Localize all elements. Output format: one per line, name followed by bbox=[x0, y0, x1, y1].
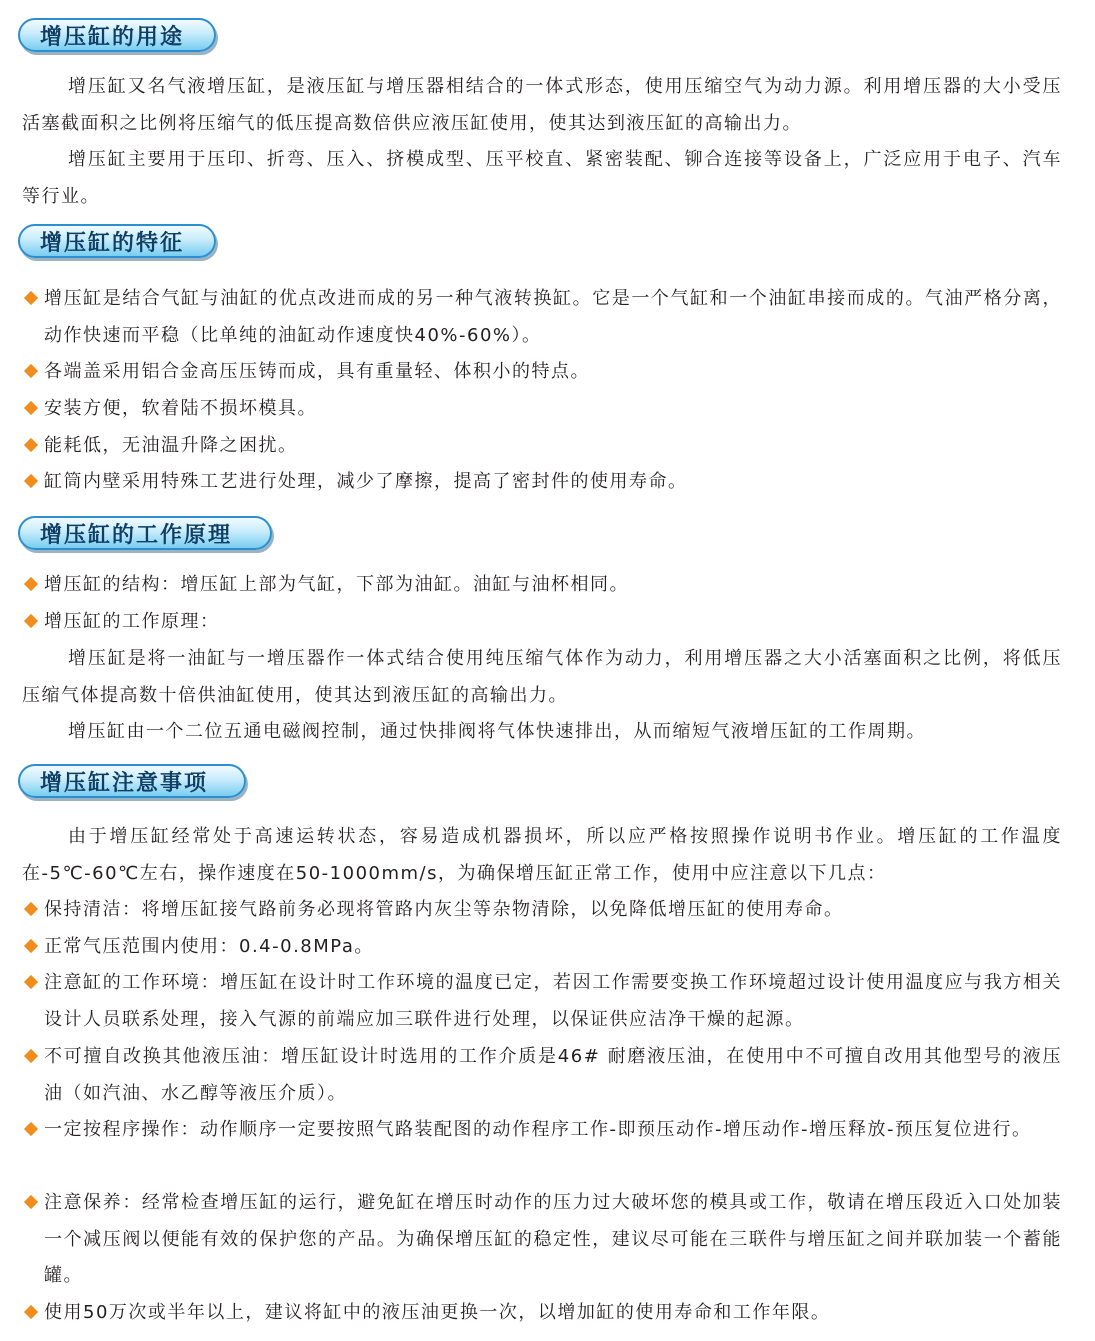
precaution-bullet-text: 正常气压范围内使用：0.4-0.8MPa。 bbox=[44, 936, 374, 957]
principle-bullet-text: 增压缸的结构：增压缸上部为气缸，下部为油缸。油缸与油杯相同。 bbox=[44, 574, 629, 595]
feature-bullet-1 bbox=[22, 281, 1062, 354]
principle-paragraph-2: 增压缸由一个二位五通电磁阀控制，通过快排阀将气体快速排出，从而缩短气液增压缸的工作周期。 bbox=[68, 721, 926, 742]
precaution-bullet-text: 保持清洁：将增压缸接气路前务必现将管路内灰尘等杂物清除，以免降低增压缸的使用寿命。 bbox=[44, 899, 844, 920]
diamond-bullet-icon bbox=[24, 1122, 38, 1136]
precaution-bullet-6 bbox=[22, 1185, 1062, 1295]
precaution-bullet-text: 注意保养：经常检查增压缸的运行，避免缸在增压时动作的压力过大破坏您的模具或工作，敬请在增压段近入口处加装一个减压阀以便能有效的保护您的产品。为确保增压缸的稳定性，建议尽可能在三联件与增压缸之间并联加装一个蓄能罐。 bbox=[44, 1192, 1062, 1287]
section-heading-principle: 增压缸的工作原理 bbox=[18, 516, 272, 550]
precautions-intro: 由于增压缸经常处于高速运转状态，容易造成机器损坏，所以应严格按照操作说明书作业。增压缸的工作温度在-5℃-60℃左右，操作速度在50-1000mm/s，为确保增压缸正常工作，使用中应注意以下几点： bbox=[22, 826, 1062, 884]
section-heading-precautions: 增压缸注意事项 bbox=[18, 764, 246, 798]
feature-bullet-text: 增压缸是结合气缸与油缸的优点改进而成的另一种气液转换缸。它是一个气缸和一个油缸串接而成的。气油严格分离，动作快速而平稳（比单纯的油缸动作速度快40%-60%）。 bbox=[44, 288, 1062, 346]
diamond-bullet-icon bbox=[24, 577, 38, 591]
diamond-bullet-icon bbox=[24, 1195, 38, 1209]
diamond-bullet-icon bbox=[24, 401, 38, 415]
diamond-bullet-icon bbox=[24, 438, 38, 452]
feature-bullet-text: 各端盖采用铝合金高压压铸而成，具有重量轻、体积小的特点。 bbox=[44, 361, 590, 382]
usage-paragraph-1: 增压缸又名气液增压缸，是液压缸与增压器相结合的一体式形态，使用压缩空气为动力源。利用增压器的大小受压活塞截面积之比例将压缩气的低压提高数倍供应液压缸使用，使其达到液压缸的高输出力。 bbox=[22, 76, 1062, 134]
usage-paragraph-2: 增压缸主要用于压印、折弯、压入、挤模成型、压平校直、紧密装配、铆合连接等设备上，广泛应用于电子、汽车等行业。 bbox=[22, 149, 1062, 207]
feature-bullet-text: 能耗低，无油温升降之困扰。 bbox=[44, 435, 298, 456]
diamond-bullet-icon bbox=[24, 1305, 38, 1319]
feature-bullet-4 bbox=[22, 428, 1062, 465]
diamond-bullet-icon bbox=[24, 291, 38, 305]
feature-bullet-5 bbox=[22, 464, 1062, 501]
diamond-bullet-icon bbox=[24, 474, 38, 488]
section-heading-usage: 增压缸的用途 bbox=[18, 18, 216, 52]
principle-bullet-text: 增压缸的工作原理： bbox=[44, 611, 220, 632]
diamond-bullet-icon bbox=[24, 614, 38, 628]
principle-bullet-2 bbox=[22, 604, 1062, 641]
feature-bullet-3 bbox=[22, 391, 1062, 428]
precaution-bullet-text: 一定按程序操作：动作顺序一定要按照气路装配图的动作程序工作-即预压动作-增压动作-增压释放-预压复位进行。 bbox=[44, 1119, 1032, 1140]
precaution-bullet-4 bbox=[22, 1039, 1062, 1112]
precaution-bullet-1 bbox=[22, 892, 1062, 929]
precaution-bullet-5 bbox=[22, 1112, 1062, 1149]
section-heading-features: 增压缸的特征 bbox=[18, 224, 216, 258]
diamond-bullet-icon bbox=[24, 1049, 38, 1063]
principle-paragraph-1: 增压缸是将一油缸与一增压器作一体式结合使用纯压缩气体作为动力，利用增压器之大小活塞面积之比例，将低压压缩气体提高数十倍供油缸使用，使其达到液压缸的高输出力。 bbox=[22, 648, 1062, 706]
diamond-bullet-icon bbox=[24, 939, 38, 953]
precaution-bullet-7 bbox=[22, 1295, 1062, 1332]
precaution-bullet-2 bbox=[22, 929, 1062, 966]
precaution-bullet-text: 使用50万次或半年以上，建议将缸中的液压油更换一次，以增加缸的使用寿命和工作年限。 bbox=[44, 1302, 831, 1323]
principle-bullet-1 bbox=[22, 567, 1062, 604]
diamond-bullet-icon bbox=[24, 364, 38, 378]
diamond-bullet-icon bbox=[24, 975, 38, 989]
feature-bullet-2 bbox=[22, 354, 1062, 391]
precaution-bullet-3 bbox=[22, 965, 1062, 1038]
feature-bullet-text: 安装方便，软着陆不损坏模具。 bbox=[44, 398, 317, 419]
diamond-bullet-icon bbox=[24, 902, 38, 916]
feature-bullet-text: 缸筒内壁采用特殊工艺进行处理，减少了摩擦，提高了密封件的使用寿命。 bbox=[44, 471, 688, 492]
precaution-bullet-text: 不可擅自改换其他液压油：增压缸设计时选用的工作介质是46# 耐磨液压油，在使用中不可擅自改用其他型号的液压油（如汽油、水乙醇等液压介质）。 bbox=[44, 1046, 1062, 1104]
precaution-bullet-text: 注意缸的工作环境：增压缸在设计时工作环境的温度已定，若因工作需要变换工作环境超过设计使用温度应与我方相关设计人员联系处理，接入气源的前端应加三联件进行处理，以保证供应洁净干燥的起源。 bbox=[44, 972, 1062, 1030]
